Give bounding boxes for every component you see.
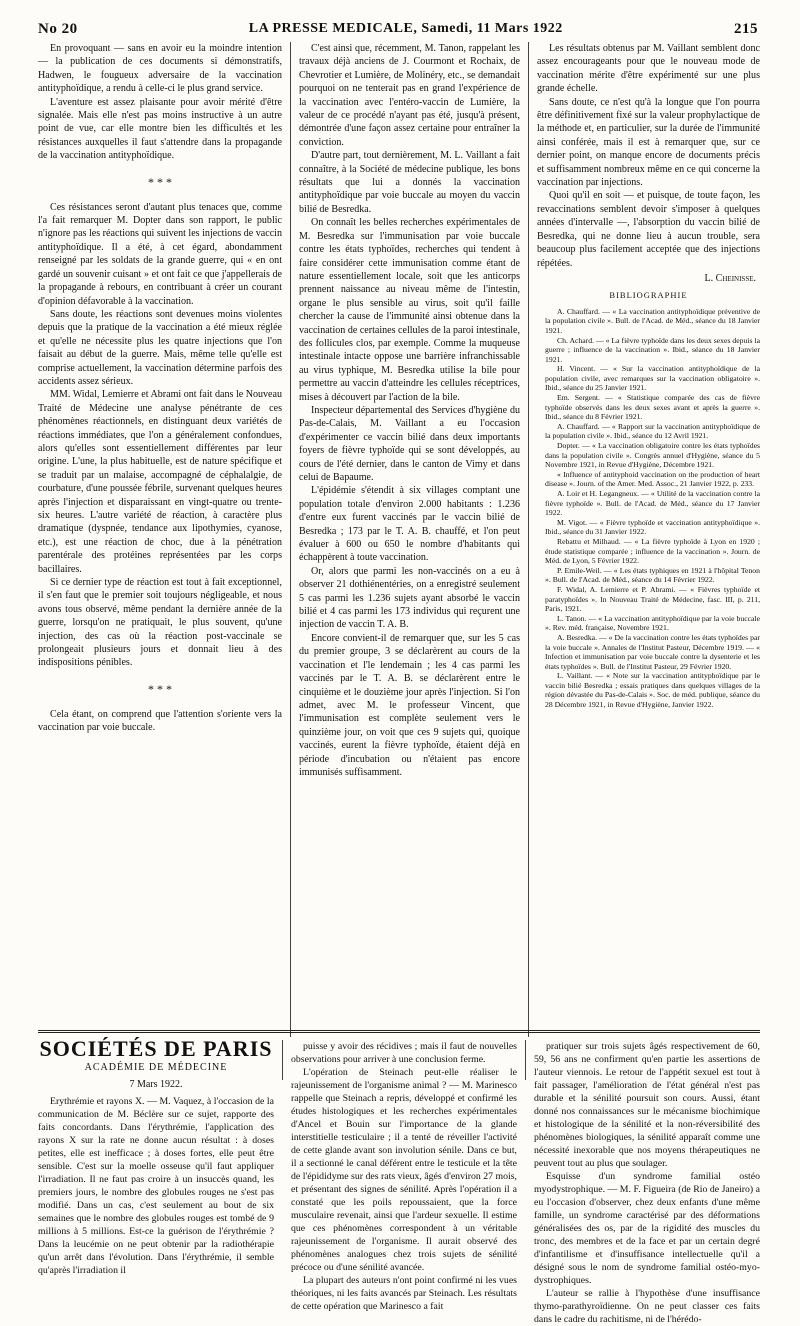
session-date: 7 Mars 1922.: [129, 1079, 183, 1090]
bibliography-entry: H. Vincent. — « Sur la vaccination antityphoïdique de la population civile, avec remarques sur la vaccination obligatoire ». Ibid., séance du 25 Janvier 1921.: [545, 364, 760, 393]
bibliography-entry: A. Chauffard. — « La vaccination antityphoïdique préventive de la population civile ». Bull. de l'Acad. de Méd., séance du 18 Janvier 1921.: [545, 306, 760, 335]
author-signature: L. Cheinisse.: [704, 272, 756, 284]
bibliography-entry: Dopter. — « La vaccination obligatoire contre les états typhoïdes dans la population civile ». Congrès annuel d'Hygiène, séance du 5 Novembre 1921, in Revue d'Hygiène, Décembre 1921.: [545, 441, 760, 470]
bibliography-entry: Ch. Achard. — « La fièvre typhoïde dans les deux sexes depuis la guerre ; influence de la vaccination ». Ibid., séance du 18 Janvier 1921.: [545, 335, 760, 364]
page-header: [38, 18, 758, 40]
bottom-column-1: [38, 1036, 283, 1276]
paragraph: On connaît les belles recherches expérimentales de M. Besredka sur l'immunisation par voie buccale contre les états typhoïdes, recherches qui tendent à faire considérer cette immunisation comme étant de nature essentiellement locale, soit que les anticorps prennent naissance au niveau même de l'intestin, organe le plus sensible au virus, soit qu'il faille chercher la cause de l'immunité ainsi obtenue dans la vaccination de certaines cellules de la paroi intestinale, des follicules clos, par exemple. Comme la muqueuse intestinale intacte oppose une barrière infranchissable au virus typhique, M. Besredka utilise la bile pour permettre au vaccin d'atteindre les cellules réceptrices, mises à découvert par l'action de la bile.: [299, 217, 520, 403]
paragraph: Inspecteur départemental des Services d'hygiène du Pas-de-Calais, M. Vaillant a eu l'occasion d'expérimenter ce vaccin bilié dans deux importants foyers de fièvre typhoïde qui se sont développés, au cours de l'été dernier, dans le canton de Vimy et dans celui de Bapaume.: [299, 404, 520, 483]
paragraph: Encore convient-il de remarquer que, sur les 5 cas du premier groupe, 3 se déclarèrent au cours de la vaccination et l'le lendemain ; les 4 cas parmi les vaccinés par le T. A. B. se déclarèrent entre le cinquième et le douzième jour après l'injection. Si l'on admet, avec M. le professeur Vincent, que l'immunisation est complète seulement vers le quinzième jour, on voit que ces 9 sujets qui, quoique vaccinés, eurent la fièvre typhoïde, étaient déjà en période d'incubation ou n'étaient pas encore immunisés suffisamment.: [299, 632, 520, 778]
bibliography-entry: L. Vaillant. — « Note sur la vaccination antityphoïdique par le vaccin bilié Besredka ; essais pratiques dans quelques villages de la région dévastée du Pas-de-Calais ». Soc. de méd. publique, séance du 28 Décembre 1921, in Revue d'Hygiène, Janvier 1922.: [545, 671, 760, 710]
bibliography-entry: Em. Sergent. — « Statistique comparée des cas de fièvre typhoïde observés dans les deux sexes avant et après la guerre ». Ibid., séance du 8 Février 1921.: [545, 393, 760, 422]
section-separator: * * *: [148, 681, 172, 696]
paragraph: Ces résistances seront d'autant plus tenaces que, comme l'a fait remarquer M. Dopter dans son rapport, le public n'ignore pas les réactions qui suivent les injections de vaccin antityphoïdique. Il a été, à cet égard, abondamment renseigné par les soldats de la grande guerre, qui « en ont gardé un souvenir cuisant » et ont fait ce que j'appellerais de la propagande à rebours, en contribuant à créer un courant d'opinion défavorable à la vaccination.: [38, 201, 282, 307]
paragraph: L'opération de Steinach peut-elle réaliser le rajeunissement de l'organisme animal ? — M. Marinesco rappelle que Steinach a repris, développé et confirmé les études histologiques et les recherches expérimentales d'Ancel et Bouin sur l'importance de la glande interstitielle testiculaire ; il a tenté de réveiller l'activité de cette glande avant son involution sénile. Dans ce but, il a sectionné le canal déférent entre le testicule et la tête de l'épididyme sur des rats vieux, âgés d'environ 27 mois, et présentant des signes de sénilité. Après l'opération il a constaté que les poils repoussaient, que la force musculaire revenait, ainsi que l'ardeur sexuelle. Il estime que ces phénomènes correspondent à un véritable rajeunissement de l'organisme. Il aurait observé des phénomènes analogues chez trois sujets de sénilité précoce ou d'une sénilité avancée.: [291, 1067, 517, 1273]
bibliography-entry: F. Widal, A. Lemierre et P. Abrami. — « Fièvres typhoïde et paratyphoïdes ». In Nouveau Traité de Médecine, fasc. III, p. 211, Paris, 1921.: [545, 584, 760, 614]
paragraph: Sans doute, ce n'est qu'à la longue que l'on pourra être définitivement fixé sur la valeur prophylactique de la méthode et, en particulier, sur la durée de l'immunité ainsi conférée, mais il est à remarquer que, sur ce dernier point, on manque encore de documents précis et suffisamment nombreux même en ce qui concerne la vaccination par injections.: [537, 96, 760, 189]
paragraph: La plupart des auteurs n'ont point confirmé ni les vues théoriques, ni les faits avancés par Steinach. Les résultats de cette opération que Marinesco a fait: [291, 1275, 517, 1312]
paragraph: Si ce dernier type de réaction est tout à fait exceptionnel, il s'en faut que le premier soit toujours négligeable, et nous avons tous observé, même pendant la dernière année de la guerre, lorsqu'on ne pratiquait, le plus souvent, qu'une injection, des cas où la réaction post-vaccinale se prolongeait plusieurs jours et donnait lieu à des indispositions pénibles.: [38, 577, 282, 669]
column-1: [38, 42, 291, 1037]
section-rule: [38, 1030, 760, 1033]
paragraph: Or, alors que parmi les non-vaccinés on a eu à observer 21 dothiénentéries, on a enregistré seulement 5 cas parmi les 1.236 sujets ayant absorbé le vaccin bilié et 4 cas parmi les 173 individus qui reçurent une injection de vaccin T. A. B.: [299, 565, 520, 631]
issue-number: No 20: [38, 20, 78, 37]
column-3: [529, 42, 760, 1037]
section-title: SOCIÉTÉS DE PARIS: [39, 1036, 273, 1061]
page-folio: 215: [733, 20, 758, 37]
bibliography-entry: Rebattu et Milhaud. — « La fièvre typhoïde à Lyon en 1920 ; étude statistique comparée ; influence de la vaccination ». Journ. de Méd. de Lyon, 5 Février 1922.: [545, 536, 760, 566]
journal-title: LA PRESSE MEDICALE, Samedi, 11 Mars 1922: [248, 21, 563, 36]
bibliography-entry: A. Chauffard. — « Rapport sur la vaccination antityphoïdique de la population civile ». Ibid., séance du 12 Avril 1921.: [545, 421, 760, 441]
paragraph: L'épidémie s'étendit à six villages comptant une population totale d'environ 2.000 habitants : 1.236 d'entre eux furent vaccinés par le vaccin bilié de Besredka ; 173 par le T. A. B. chauffé, et l'on peut évaluer à 600 ou 650 le nombre d'habitants qui échappèrent à toute vaccination.: [299, 485, 520, 564]
paragraph: pratiquer sur trois sujets âgés respectivement de 60, 59, 56 ans ne confirment qu'en partie les assertions de l'auteur viennois. Le retour de l'appétit sexuel est tout à fait passager, l'amélioration de l'état général n'est pas durable et la sénilité poursuit son cours. Aussi, étant donné nos connaissances sur le mécanisme biochimique et histologique de la sénilité et la non-réversibilité des phénomènes biologiques, la sénilité apparaît comme une nécessité inexorable que nos moyens thérapeutiques ne peuvent tout au plus que soulager.: [534, 1041, 760, 1169]
paragraph: L'auteur se rallie à l'hypothèse d'une insuffisance thymo-parathyroïdienne. On ne peut classer ces faits dans le cadre du rachitisme, ni de l'hérédo-: [534, 1288, 760, 1325]
paragraph: Quoi qu'il en soit — et puisque, de toute façon, les revaccinations semblent devoir s'imposer à quelques années d'intervalle —, l'absorption du vaccin bilié de Besredka, qui ne donne lieu à aucun trouble, sera beaucoup plus facilement acceptée que des injections répétées.: [537, 190, 760, 269]
bibliography-entry: L. Tanon. — « La vaccination antityphoïdique par la voie buccale ». Rev. méd. française, Novembre 1921.: [545, 613, 760, 633]
bibliography-entry: M. Vigot. — « Fièvre typhoïde et vaccination antityphoïdique ». Ibid., séance du 31 Janvier 1922.: [545, 517, 760, 537]
bibliography-entry: A. Besredka. — « De la vaccination contre les états typhoïdes par la voie buccale ». Annales de l'Institut Pasteur, Décembre 1919. — « Infection et immunisation par voie buccale contre la dysenterie et les états typhoïdes ». Bull. de l'Institut Pasteur, 29 Février 1920.: [545, 632, 760, 671]
paragraph: MM. Widal, Lemierre et Abrami ont fait dans le Nouveau Traité de Médecine une analyse pénétrante de ces phénomènes réactionnels, en distinguant deux variétés de réactions immédiates, que l'on a généralement confondues, alors qu'elles sont essentiellement différentes par leur origine. L'une, la plus habituelle, est de nature spécifique et se traduit par un malaise, accompagné de céphalalgie, de courbature, d'une poussée fébrile, survenant quelques heures après l'injection et disparaissant en vingt-quatre ou trente-six heures. L'autre variété de réaction, à caractère plus dramatique (dyspnée, tendance aux lipothymies, cyanose, etc.), est une réaction de choc, due à la pénétration parentérale des protéines représentées par les corps bacillaires.: [38, 389, 282, 575]
paragraph: D'autre part, tout dernièrement, M. L. Vaillant a fait connaître, à la Société de médecine publique, les bons résultats que lui a donnés la vaccination antityphoïdique par voie buccale au moyen du vaccin bilié de Besredka.: [299, 150, 520, 215]
paragraph: C'est ainsi que, récemment, M. Tanon, rappelant les travaux déjà anciens de J. Courmont et Rochaix, de Chevrotier et Lumière, de Molinéry, etc., se demandait pourquoi on ne tenterait pas en grand l'expérience de la vaccination avec l'entéro-vaccin de Lumière, la valeur de ce procédé n'ayant pas été, jusqu'à présent, démontrée d'une façon assez certaine pour entraîner la conviction.: [299, 43, 520, 148]
column-2: [291, 42, 529, 1037]
bibliography-entry: P. Emile-Weil. — « Les états typhiques en 1921 à l'hôpital Tenon ». Bull. de l'Acad. de Méd., séance du 14 Février 1922.: [545, 565, 760, 585]
bottom-column-2: [283, 1040, 526, 1312]
societies-section: [38, 1036, 760, 1325]
paragraph: Sans doute, les réactions sont devenues moins violentes depuis que la pratique de la vaccination a été mieux réglée et qu'elle ne nécessite plus les quatre injections que l'on faisait au début de la guerre. Mais, même telle qu'elle est comprise actuellement, la vaccination détermine parfois des accidents assez sérieux.: [38, 308, 282, 387]
paragraph: L'aventure est assez plaisante pour avoir mérité d'être signalée. Mais elle n'est pas moins instructive à un autre point de vue, car elle montre bien les difficultés et les résistances auxquelles il faut s'attendre dans la propagande de la vaccination antityphoïdique.: [38, 96, 282, 162]
paragraph: Cela étant, on comprend que l'attention s'oriente vers la vaccination par voie buccale.: [38, 708, 282, 734]
bibliography-title: BIBLIOGRAPHIE: [609, 290, 688, 301]
paragraph: En provoquant — sans en avoir eu la moindre intention — la publication de ces documents si démonstratifs, Hadwen, le fougueux adversaire de la vaccination antityphoïdique, a rendu à celle-ci le plus grand service.: [38, 43, 282, 95]
academy-heading: ACADÉMIE DE MÉDECINE: [84, 1062, 228, 1073]
bibliography-entry: A. Loir et H. Legangneux. — « Utilité de la vaccination contre la fièvre typhoïde ». Bull. de l'Acad. de Méd., séance du 17 Janvier 1922.: [545, 489, 760, 518]
paragraph: Les résultats obtenus par M. Vaillant semblent donc assez encourageants pour que le nouveau mode de vaccination mérite d'être expérimenté sur une plus grande échelle.: [537, 43, 760, 95]
section-separator: * * *: [148, 174, 172, 189]
bibliography-entry: « Influence of antityphoid vaccination on the production of heart disease ». Journ. of the Amer. Med. Assoc., 21 Janvier 1922, p. 233.: [545, 469, 760, 489]
paragraph: Erythrémie et rayons X. — M. Vaquez, à l'occasion de la communication de M. Béclère sur ce sujet, rapporte des faits concordants. Dans l'érythrémie, l'application des rayons X sur la rate ne donne aucun résultat : à doses petites, elle est inefficace ; à doses fortes, elle peut être sensible. C'est sur la moelle osseuse qu'il faut appliquer l'irradiation. Il ne faut pas croire à un insuccès quand, les premiers jours, le nombre des globules rouges ne s'est pas modifié. Dans un cas, c'est seulement au bout de six semaines que le nombre des globules rouges est tombé de 9 millions à 5 millions. Est-ce la guérison de l'érythrémie ? Dans la leucémie on ne peut obtenir par la radiothérapie qu'un arrêt dans l'évolution. Dans l'érythrémie, il semble qu'après l'irradiation il: [38, 1096, 274, 1276]
paragraph: Esquisse d'un syndrome familial ostéo myodystrophique. — M. F. Figueira (de Rio de Janeiro) a eu l'occasion d'observer, chez deux enfants d'une même famille, un syndrome caractérisé par des déformations généralisées des os, par de la rigidité des muscles du tronc, des membres et de la face et par un certain degré d'infantilisme et d'insuffisance intellectuelle qu'il a désigné sous le nom de syndrome familial ostéo-myo-dystrophiques.: [534, 1171, 760, 1286]
article-columns: [38, 42, 760, 1037]
paragraph: puisse y avoir des récidives ; mais il faut de nouvelles observations pour arriver à une conclusion ferme.: [291, 1041, 517, 1065]
bottom-column-3: [526, 1040, 760, 1325]
